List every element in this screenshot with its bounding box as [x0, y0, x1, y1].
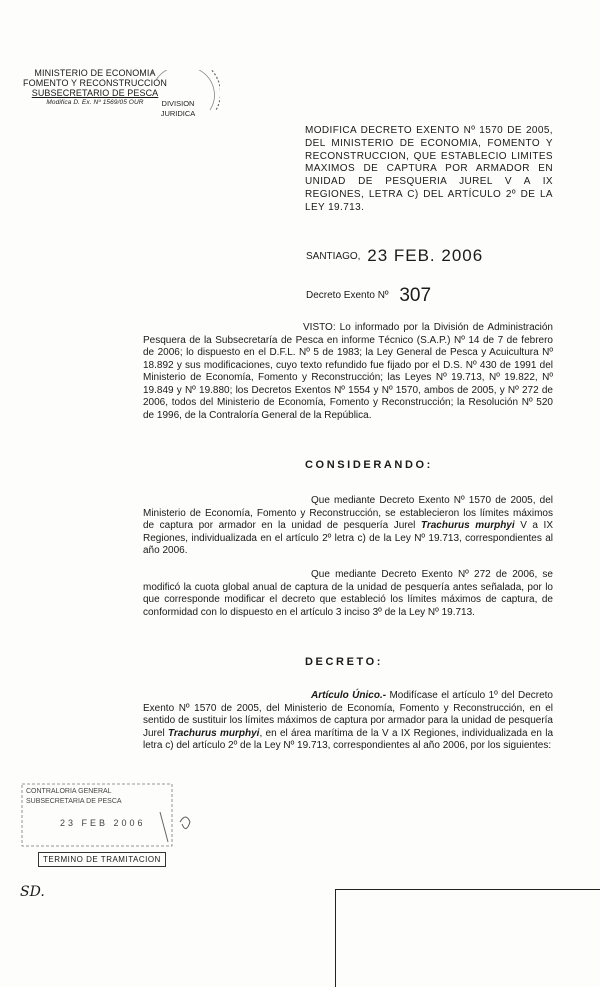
stamp-line-2: SUBSECRETARIA DE PESCA — [26, 798, 122, 805]
considerando-2-text: Que mediante Decreto Exento Nº 272 de 2006, se modificó la cuota global anual de captura de la unidad de pesquería antes señalada, por lo que corresponde modificar el decreto que estableció los límites máximos de captura, de conformidad con lo dispuesto en el artículo 3 inciso 3º de la Ley Nº 19.713. — [143, 569, 553, 618]
articulo-label: Artículo Único.- — [311, 690, 387, 701]
place-date — [306, 244, 483, 264]
subsecretariat-name: SUBSECRETARIO DE PESCA — [31, 88, 159, 98]
considerando-1-text-b: V a IX Regiones, individualizada en el artículo 2º letra c) de la Ley Nº 19.713, correspondientes al año 2006. — [143, 520, 553, 556]
decree-label: Decreto Exento Nº — [306, 290, 389, 301]
decree-number: 307 — [399, 285, 432, 306]
division-juridica-seal — [132, 70, 220, 140]
articulo-species: Trachurus murphyi — [167, 727, 260, 739]
stamp-box-label: TERMINO DE TRAMITACION — [38, 852, 166, 867]
considerando-paragraph-1 — [143, 495, 553, 558]
bottom-vertical-rule — [335, 889, 336, 987]
considerando-1-text-a: Que mediante Decreto Exento Nº 1570 de 2005, del Ministerio de Economía, Fomento y Reconstrucción, se establecieron los límites máximos de captura por armador en la unidad de pesquería Jurel — [143, 495, 553, 531]
articulo-text-a: Modifícase el artículo 1º del Decreto Exento Nº 1570 de 2005, del Ministerio de Economía, Fomento y Reconstrucción, en el sentido de sustituir los límites máximos de captura por armador para la unidad de pesquería Jurel — [143, 690, 553, 739]
decree-number-line — [306, 282, 431, 304]
stamp-date: 23 FEB 2006 — [60, 818, 146, 828]
modifica-reference: Modifica D. Ex. Nº 1569/05 OUR — [46, 99, 144, 106]
seal-line-2: JURIDICA — [160, 109, 196, 118]
place: SANTIAGO, — [306, 251, 361, 262]
visto-text: VISTO: Lo informado por la División de Administración Pesquera de la Subsecretaría de Pesca en informe Técnico (S.A.P.) Nº 14 de 7 de febrero de 2006; lo dispuesto en el D.F.L. Nº 5 de 1983; la Ley General de Pesca y Acuicultura Nº 18.892 y sus modificaciones, cuyo texto refundido fue fijado por el D.S. Nº 430 de 1991 del Ministerio de Economía, Fomento y Reconstrucción; las Leyes Nº 19.713, Nº 19.822, Nº 19.849 y Nº 19.880; los Decretos Exentos Nº 1554 y Nº 1570, ambos de 2005, y Nº 272 de 2006, todos del Ministerio de Economía, Fomento y Reconstrucción; la Resolución Nº 520 de 1996, de la Contraloría General de la República. — [143, 322, 553, 421]
decree-title: MODIFICA DECRETO EXENTO Nº 1570 DE 2005, DEL MINISTERIO DE ECONOMIA, FOMENTO Y RECONSTRUCCION, QUE ESTABLECIO LIMITES MAXIMOS DE CAPTURA POR ARMADOR EN UNIDAD DE PESQUERIA JUREL V A IX REGIONES, LETRA C) DEL ARTÍCULO 2º DE LA LEY 19.713. — [305, 125, 553, 213]
stamp-line-1: CONTRALORIA GENERAL — [26, 788, 112, 795]
ministry-name-2: FOMENTO Y RECONSTRUCCION — [23, 78, 167, 88]
bottom-horizontal-rule — [335, 889, 600, 890]
ministry-name: MINISTERIO DE ECONOMIA — [34, 68, 156, 78]
visto-paragraph — [143, 322, 553, 422]
decree-date: 23 FEB. 2006 — [367, 246, 484, 265]
initials: SD. — [20, 884, 45, 900]
tramitacion-stamp — [20, 782, 192, 878]
decreto-heading: DECRETO: — [305, 656, 384, 668]
considerando-heading: CONSIDERANDO: — [305, 459, 433, 471]
articulo-text-b: , en el área marítima de la V a IX Regiones, individualizada en la letra c) del artículo 2º de la Ley Nº 19.713, correspondientes al año 2006, por los siguientes: — [143, 727, 554, 751]
considerando-paragraph-2 — [143, 569, 553, 619]
seal-line-1: DIVISION — [161, 99, 195, 108]
articulo-unico-paragraph — [143, 690, 553, 753]
considerando-1-species: Trachurus murphyi — [420, 520, 515, 531]
